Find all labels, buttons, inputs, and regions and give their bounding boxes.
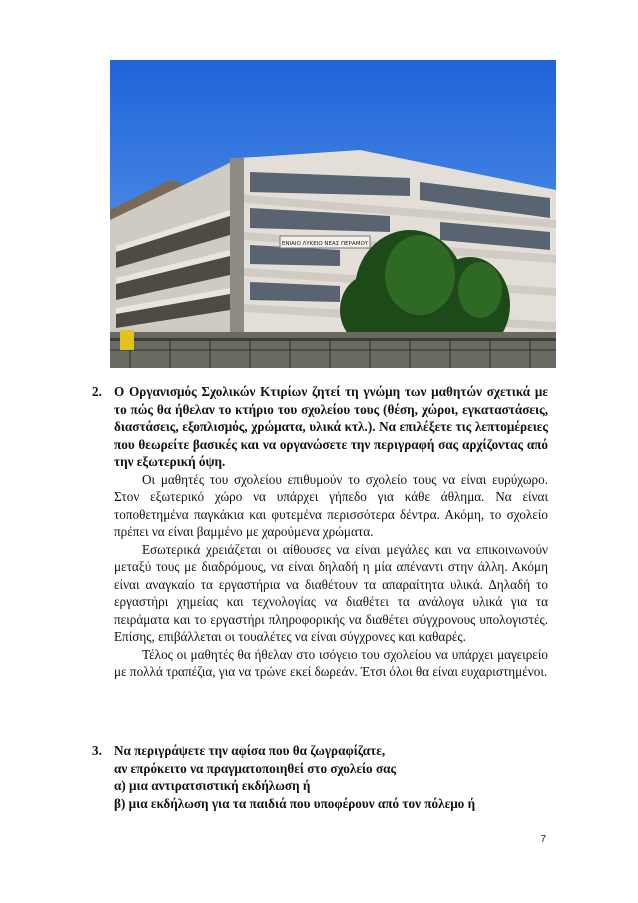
question-3-option-a: α) μια αντιρατσιστική εκδήλωση ή [114, 778, 311, 793]
question-2 [92, 383, 548, 681]
answer-paragraph: Τέλος οι μαθητές θα ήθελαν στο ισόγειο του σχολείου να υπάρχει μαγειρείο με πολλά τραπέζια, για να τρώνε εκεί δωρεάν. Έτσι όλοι θα είναι ευχαριστημένοι. [114, 646, 548, 679]
question-3-option-b: β) μια εκδήλωση για τα παιδιά που υποφέρουν από τον πόλεμο ή [114, 795, 476, 811]
question-2-answer [114, 471, 548, 681]
question-3-number: 3. [92, 743, 102, 758]
page-number: 7 [540, 834, 546, 845]
school-sign-text: ΕΝΙΑΙΟ ΛΥΚΕΙΟ ΝΕΑΣ ΠΕΡΑΜΟΥ [281, 241, 369, 247]
school-building-photo [110, 60, 556, 368]
question-3 [92, 742, 548, 812]
answer-paragraph: Εσωτερικά χρειάζεται οι αίθουσες να είναι μεγάλες και να επικοινωνούν μεταξύ τους με διαδρόμους, να είναι δηλαδή η μία απέναντι στην άλλη. Ακόμη είναι αναγκαίο τα εργαστήρια να διαθέτουν τα απαραίτητα υλικά. Δηλαδή το εργαστήρι χημείας και τεχνολογίας να διαθέτει τα ανάλογα υλικά για τα πειράματα και το εργαστήρι πληροφορικής να διαθέτει σύγχρονους υπολογιστές. Επίσης, επιβάλλεται οι τουαλέτες να είναι σύγχρονες και καθαρές. [114, 541, 548, 644]
question-3-line: αν επρόκειτο να πραγματοποιηθεί στο σχολείο σας [114, 760, 397, 776]
question-2-prompt: Ο Οργανισμός Σχολικών Κτιρίων ζητεί τη γνώμη των μαθητών σχετικά με το πώς θα ήθελαν το κτήριο του σχολείου τους (θέση, χώροι, εγκαταστάσεις, διαστάσεις, εξοπλισμός, χρώματα, υλικά κτλ.). Να επιλέξετε τις λεπτομέρειες που θεωρείτε βασικές και να οργανώσετε την περιγραφή σας αρχίζοντας από την εξωτερική όψη. [114, 384, 548, 469]
answer-paragraph: Οι μαθητές του σχολείου επιθυμούν το σχολείο τους να είναι ευρύχωρο. Στον εξωτερικό χώρο να υπάρχει γήπεδο για κάθε άθλημα. Να είναι τοποθετημένα παγκάκια και φυτεμένα περισσότερα δέντρα. Ακόμη, το σχολείο πρέπει να είναι βαμμένο με χαρούμενα χρώματα. [114, 471, 548, 539]
question-2-number: 2. [92, 384, 102, 399]
question-3-line: Να περιγράψετε την αφίσα που θα ζωγραφίζατε, [114, 743, 386, 758]
